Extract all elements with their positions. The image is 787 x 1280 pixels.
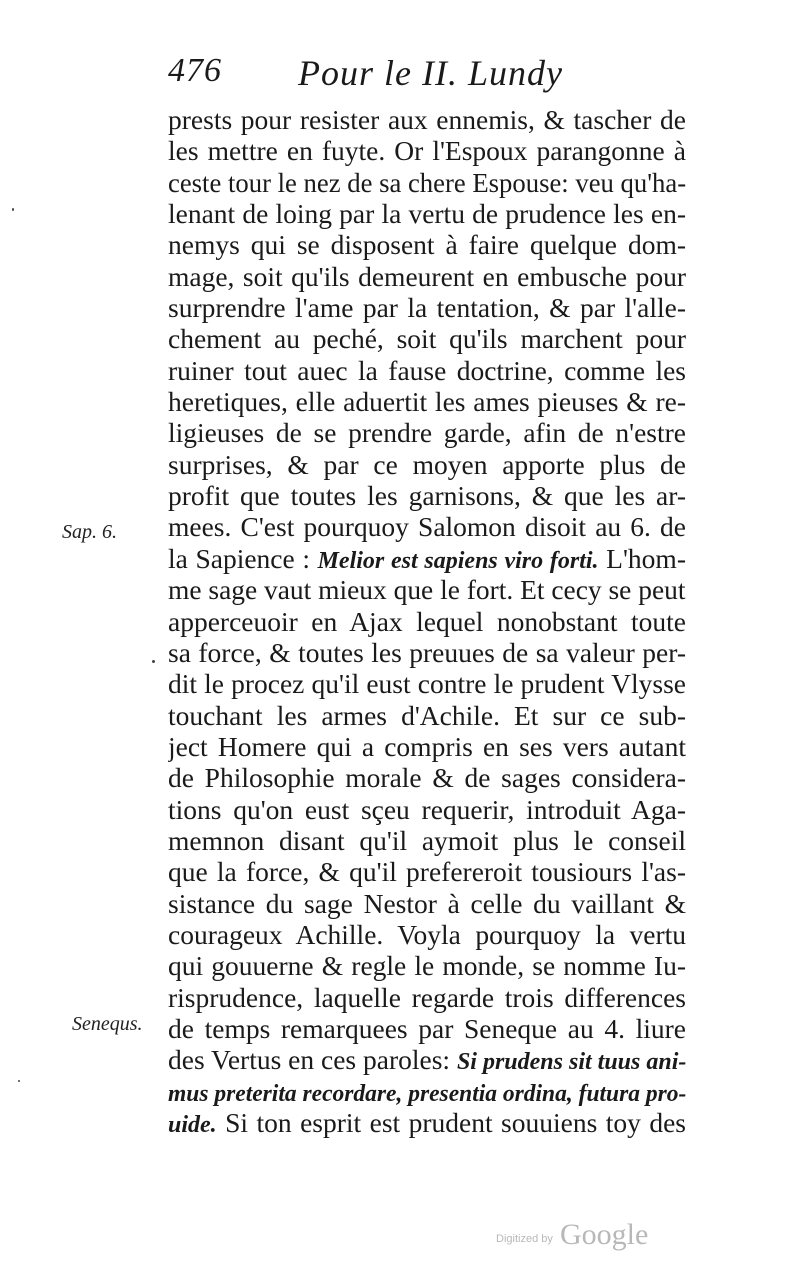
text-line: des Vertus en ces paroles: Si prudens sit tuus ani- — [168, 1044, 686, 1076]
text-line: uide. Si ton esprit est prudent souuiens toy des — [168, 1107, 686, 1138]
text-line: heretiques, elle aduertit les ames pieuses & re- — [168, 386, 686, 418]
ink-speck — [12, 208, 14, 211]
text-line: les mettre en fuyte. Or l'Espoux parangonne à — [168, 135, 686, 167]
text-line: profit que toutes les garnisons, & que les ar- — [168, 480, 686, 512]
ink-speck — [152, 660, 155, 663]
latin-quote: Melior est sapiens viro forti. — [317, 547, 599, 574]
text-line: ligieuses de se prendre garde, afin de n'estre — [168, 417, 686, 449]
text-line: prests pour resister aux ennemis, & tascher de — [168, 104, 686, 135]
text-line: qui gouuerne & regle le monde, se nomme Iu- — [168, 950, 686, 982]
text-line: nemys qui se disposent à faire quelque dom- — [168, 229, 686, 261]
text-line: risprudence, laquelle regarde trois differences — [168, 981, 686, 1013]
latin-quote: Si prudens sit tuus ani- — [456, 1049, 686, 1076]
text-line: dit le procez qu'il eust contre le prudent Vlysse — [168, 668, 686, 700]
margin-note-seneque: Senequs. — [72, 1013, 143, 1035]
text-line: mees. C'est pourquoy Salomon disoit au 6. de — [168, 511, 686, 543]
page-header — [168, 52, 688, 96]
latin-quote: mus preterita recordare, presentia ordina, futura pro- — [168, 1080, 686, 1107]
text-line: que la force, & qu'il prefereroit tousiours l'as- — [168, 856, 686, 888]
text-line: surprendre l'ame par la tentation, & par l'alle- — [168, 292, 686, 324]
text-line: touchant les armes d'Achile. Et sur ce sub- — [168, 699, 686, 731]
google-logo: Google — [560, 1218, 649, 1251]
text-line: memnon disant qu'il aymoit plus le conseil — [168, 824, 686, 856]
text-line: la Sapience : Melior est sapiens viro forti. L'hom- — [168, 542, 686, 574]
digitized-by-google-watermark — [496, 1218, 666, 1254]
watermark-prefix: Digitized by — [496, 1233, 553, 1245]
text-line: sistance du sage Nestor à celle du vaillant & — [168, 887, 686, 919]
text-line: ject Homere qui a compris en ses vers autant — [168, 730, 686, 762]
latin-quote: uide. — [168, 1112, 217, 1138]
text-line — [168, 1076, 686, 1107]
running-title: Pour le II. Lundy — [298, 53, 563, 93]
text-line: apperceuoir en Ajax lequel nonobstant toute — [168, 605, 686, 637]
text-line: ruiner tout auec la fause doctrine, comme les — [168, 354, 686, 386]
text-line: lenant de loing par la vertu de prudence les en- — [168, 198, 686, 230]
text-line: de temps remarquees par Seneque au 4. liure — [168, 1012, 686, 1044]
body-text — [168, 104, 686, 1138]
text-line: de Philosophie morale & de sages considera- — [168, 762, 686, 794]
text-line: chement au peché, soit qu'ils marchent pour — [168, 323, 686, 355]
text-line: ceste tour le nez de sa chere Espouse: veu qu'ha- — [168, 166, 686, 198]
text-line: mage, soit qu'ils demeurent en embusche pour — [168, 260, 686, 292]
page-number: 476 — [168, 52, 222, 89]
margin-note-sapience: Sap. 6. — [62, 521, 117, 543]
ink-speck — [18, 1080, 20, 1082]
text-line: me sage vaut mieux que le fort. Et cecy se peut — [168, 574, 686, 606]
text-line: sa force, & toutes les preuues de sa valeur per- — [168, 636, 686, 668]
text-line: courageux Achille. Voyla pourquoy la vertu — [168, 918, 686, 950]
text-line: tions qu'on eust sçeu requerir, introduit Aga- — [168, 793, 686, 825]
text-line: surprises, & par ce moyen apporte plus de — [168, 448, 686, 480]
